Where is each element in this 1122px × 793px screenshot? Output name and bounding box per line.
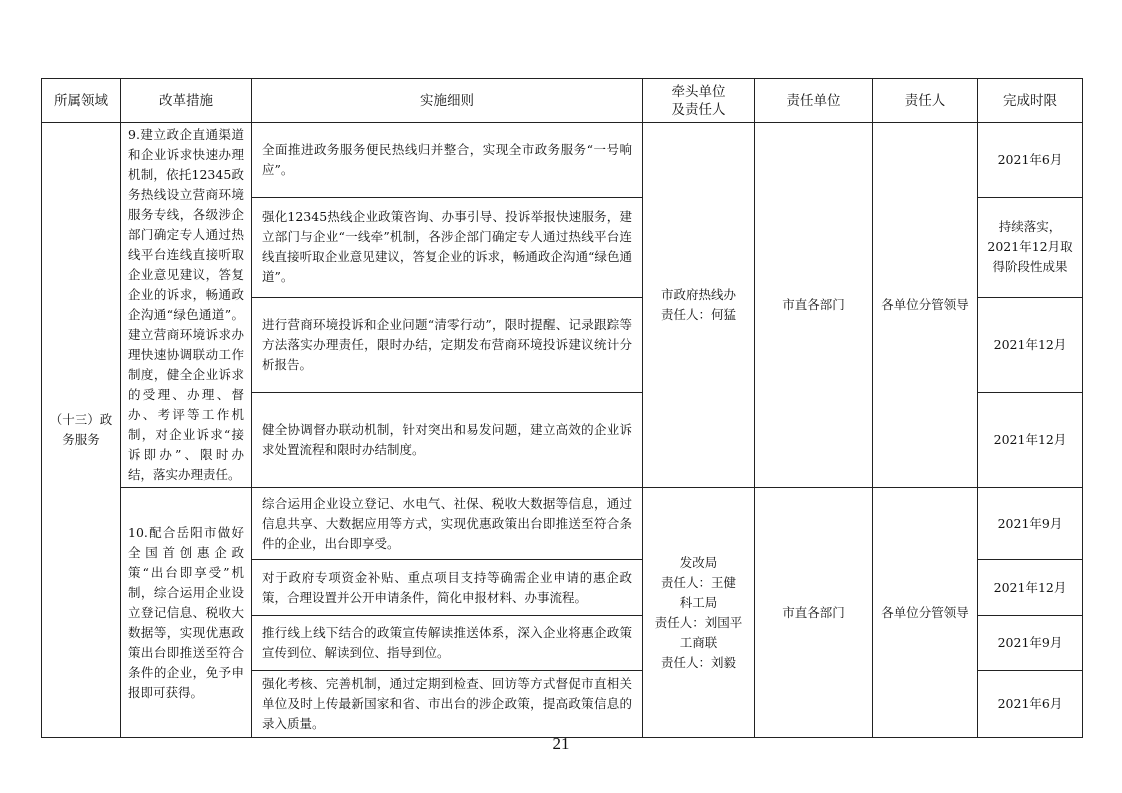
deadline-cell: 2021年9月 bbox=[978, 616, 1083, 671]
lead-unit-person: 责任人：何猛 bbox=[660, 307, 736, 322]
header-lead-line2: 及责任人 bbox=[671, 101, 726, 118]
header-person: 责任人 bbox=[873, 79, 978, 123]
lead-unit-person: 责任人：王健 bbox=[660, 574, 736, 590]
table-row bbox=[42, 488, 1083, 560]
lead-unit-person: 责任人：刘毅 bbox=[660, 654, 736, 670]
deadline-cell: 2021年9月 bbox=[978, 488, 1083, 560]
reform-table bbox=[41, 78, 1083, 738]
lead-unit-cell bbox=[643, 123, 755, 488]
detail-cell: 强化12345热线企业政策咨询、办事引导、投诉举报快速服务，建立部门与企业“一线牵”机制，各涉企部门确定专人通过热线平台连线直接听取企业意见建议，答复企业的诉求，畅通政企沟通“绿色通道”。 bbox=[252, 197, 643, 297]
measure-10-cell: 10.配合岳阳市做好全国首创惠企政策“出台即享受”机制，综合运用企业设立登记信息、税收大数据等，实现优惠政策出台即推送至符合条件的企业，免予申报即可获得。 bbox=[121, 488, 252, 738]
header-measure: 改革措施 bbox=[121, 79, 252, 123]
header-lead-line1: 牵头单位 bbox=[671, 83, 726, 100]
responsible-person-cell: 各单位分管领导 bbox=[873, 123, 978, 488]
header-detail: 实施细则 bbox=[252, 79, 643, 123]
header-lead bbox=[643, 79, 755, 123]
header-unit: 责任单位 bbox=[755, 79, 873, 123]
detail-cell: 对于政府专项资金补贴、重点项目支持等确需企业申请的惠企政策，合理设置并公开申请条件，简化申报材料、办事流程。 bbox=[252, 560, 643, 616]
responsible-unit-cell: 市直各部门 bbox=[755, 123, 873, 488]
deadline-cell: 2021年12月 bbox=[978, 298, 1083, 393]
area-cell: （十三）政务服务 bbox=[42, 123, 121, 738]
detail-cell: 进行营商环境投诉和企业问题“清零行动”，限时提醒、记录跟踪等方法落实办理责任，限时办结，定期发布营商环境投诉建议统计分析报告。 bbox=[252, 298, 643, 393]
detail-cell: 综合运用企业设立登记、水电气、社保、税收大数据等信息，通过信息共享、大数据应用等方式，实现优惠政策出台即推送至符合条件的企业，出台即享受。 bbox=[252, 488, 643, 560]
detail-cell: 强化考核、完善机制，通过定期到检查、回访等方式督促市直相关单位及时上传最新国家和省、市出台的涉企政策，提高政策信息的录入质量。 bbox=[252, 671, 643, 738]
lead-unit-name: 工商联 bbox=[679, 634, 718, 650]
header-deadline: 完成时限 bbox=[978, 79, 1083, 123]
deadline-cell: 2021年6月 bbox=[978, 123, 1083, 198]
deadline-cell: 2021年12月 bbox=[978, 560, 1083, 616]
detail-cell: 健全协调督办联动机制，针对突出和易发问题，建立高效的企业诉求处置流程和限时办结制度。 bbox=[252, 393, 643, 488]
header-area: 所属领域 bbox=[42, 79, 121, 123]
table-row bbox=[42, 123, 1083, 198]
responsible-person-cell: 各单位分管领导 bbox=[873, 488, 978, 738]
deadline-cell: 2021年12月 bbox=[978, 393, 1083, 488]
detail-cell: 推行线上线下结合的政策宣传解读推送体系，深入企业将惠企政策宣传到位、解读到位、指导到位。 bbox=[252, 616, 643, 671]
lead-unit-name: 发改局 bbox=[679, 554, 718, 570]
measure-9-cell: 9.建立政企直通渠道和企业诉求快速办理机制，依托12345政务热线设立营商环境服务专线，各级涉企部门确定专人通过热线平台连线直接听取企业意见建议，答复企业的诉求，畅通政企沟通“绿色通道”。建立营商环境诉求办理快速协调联动工作制度，健全企业诉求的受理、办理、督办、考评等工作机制，对企业诉求“接诉即办”、限时办结，落实办理责任。 bbox=[121, 123, 252, 488]
responsible-unit-cell: 市直各部门 bbox=[755, 488, 873, 738]
deadline-cell: 持续落实，2021年12月取得阶段性成果 bbox=[978, 197, 1083, 297]
page-number: 21 bbox=[552, 734, 570, 753]
lead-unit-person: 责任人：刘国平 bbox=[654, 614, 743, 630]
header-row bbox=[42, 79, 1083, 123]
detail-cell: 全面推进政务服务便民热线归并整合，实现全市政务服务“一号响应”。 bbox=[252, 123, 643, 198]
lead-unit-cell bbox=[643, 488, 755, 738]
lead-unit-name: 科工局 bbox=[679, 594, 718, 610]
lead-unit-name: 市政府热线办 bbox=[660, 287, 736, 302]
deadline-cell: 2021年6月 bbox=[978, 671, 1083, 738]
